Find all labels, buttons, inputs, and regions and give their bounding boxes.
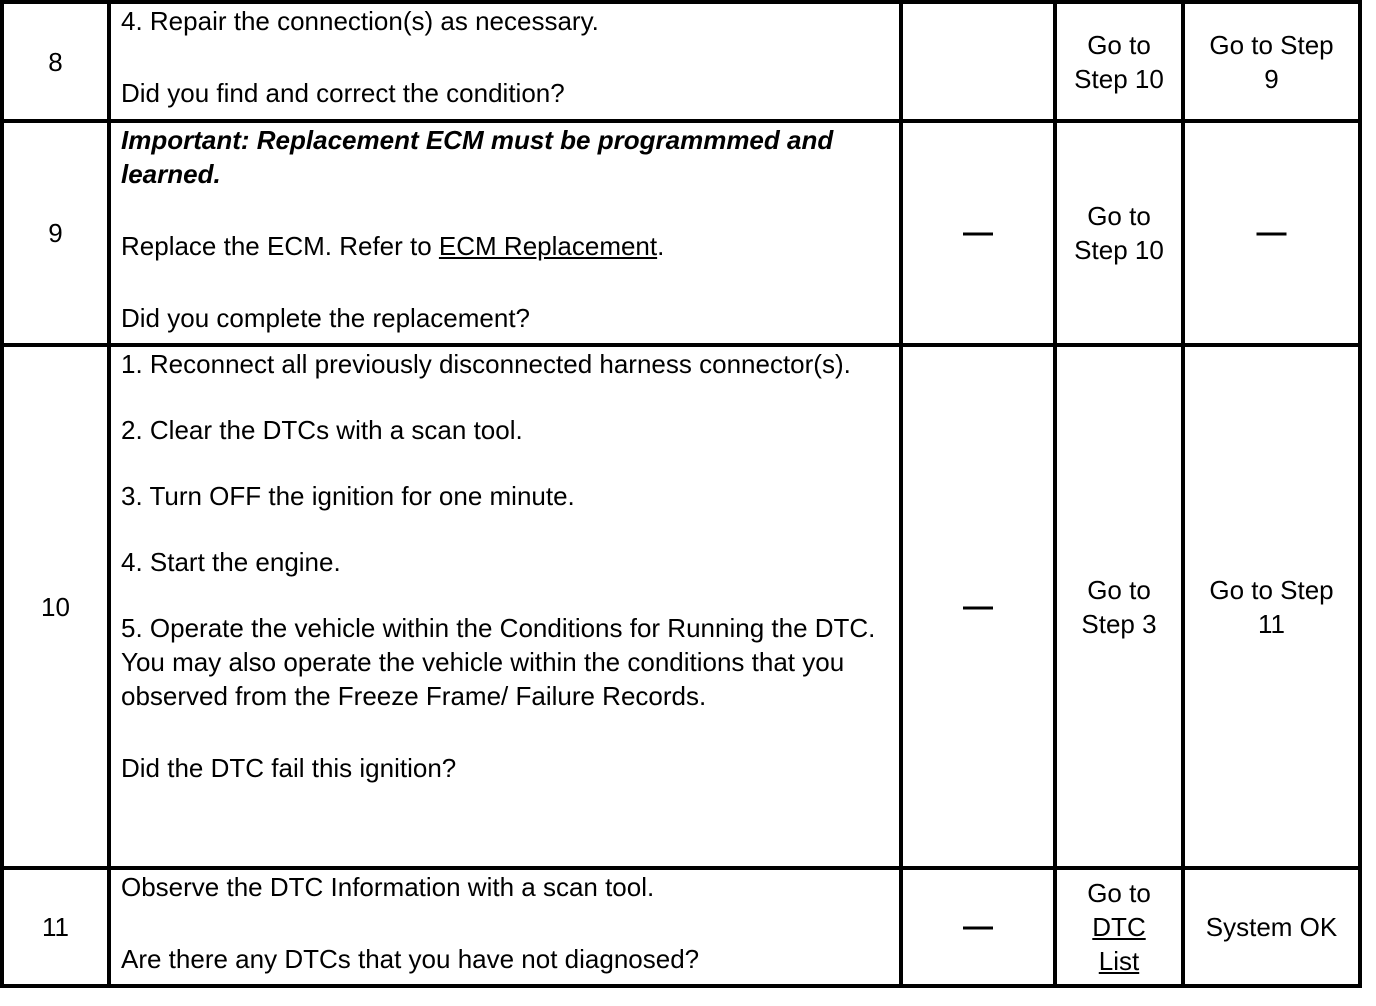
action-question: Are there any DTCs that you have not diagnosed? bbox=[121, 944, 700, 974]
yes-text-line: Step 10 bbox=[1074, 235, 1164, 265]
action-cell bbox=[109, 345, 901, 868]
step-number: 10 bbox=[2, 345, 109, 868]
step-number: 9 bbox=[2, 121, 109, 345]
no-cell bbox=[1183, 2, 1360, 121]
no-cell: System OK bbox=[1183, 868, 1360, 986]
action-cell bbox=[109, 2, 901, 121]
action-text-suffix: . bbox=[657, 231, 665, 261]
yes-cell bbox=[1055, 868, 1183, 986]
yes-cell bbox=[1055, 345, 1183, 868]
value-cell: — bbox=[901, 345, 1055, 868]
action-question: Did you find and correct the condition? bbox=[121, 78, 565, 108]
value-cell bbox=[901, 2, 1055, 121]
table-row bbox=[2, 121, 1360, 345]
action-step-4: 4. Start the engine. bbox=[121, 547, 341, 577]
yes-text-line: Step 10 bbox=[1074, 63, 1164, 94]
no-text-line: 11 bbox=[1258, 608, 1285, 639]
ecm-replacement-link[interactable]: ECM Replacement bbox=[438, 231, 658, 261]
no-cell: — bbox=[1183, 121, 1360, 345]
action-text bbox=[121, 229, 891, 263]
yes-text-line: Go to bbox=[1087, 29, 1151, 60]
no-cell bbox=[1183, 345, 1360, 868]
step-number: 11 bbox=[2, 868, 109, 986]
table-row bbox=[2, 345, 1360, 868]
yes-cell bbox=[1055, 121, 1183, 345]
action-step-3: 3. Turn OFF the ignition for one minute. bbox=[121, 481, 575, 511]
action-cell bbox=[109, 121, 901, 345]
action-text: 4. Repair the connection(s) as necessary. bbox=[121, 6, 599, 36]
step-number: 8 bbox=[2, 2, 109, 121]
no-text-line: Go to Step bbox=[1209, 574, 1334, 605]
action-step-5: 5. Operate the vehicle within the Conditions for Running the DTC. You may also operate the vehicle within the conditions that you observed from the Freeze Frame/ Failure Records. bbox=[121, 613, 876, 711]
table-row bbox=[2, 868, 1360, 986]
no-text-line: 9 bbox=[1264, 63, 1279, 94]
table-row bbox=[2, 2, 1360, 121]
action-question: Did the DTC fail this ignition? bbox=[121, 753, 457, 783]
yes-text-line: Step 3 bbox=[1081, 608, 1157, 639]
important-note: Important: Replacement ECM must be programmmed and learned. bbox=[121, 125, 834, 189]
dtc-list-link[interactable]: DTC bbox=[1092, 912, 1146, 942]
action-text: Observe the DTC Information with a scan tool. bbox=[121, 872, 655, 902]
no-text-line: Go to Step bbox=[1209, 29, 1334, 60]
yes-cell bbox=[1055, 2, 1183, 121]
value-cell: — bbox=[901, 121, 1055, 345]
action-text-prefix: Replace the ECM. Refer to bbox=[121, 231, 439, 261]
yes-text-line: Go to bbox=[1087, 201, 1151, 231]
yes-text-line: Go to bbox=[1087, 878, 1151, 908]
yes-text-line: Go to bbox=[1087, 574, 1151, 605]
action-question: Did you complete the replacement? bbox=[121, 303, 531, 333]
action-step-1: 1. Reconnect all previously disconnected harness connector(s). bbox=[121, 349, 851, 379]
action-cell bbox=[109, 868, 901, 986]
value-cell: — bbox=[901, 868, 1055, 986]
action-step-2: 2. Clear the DTCs with a scan tool. bbox=[121, 415, 523, 445]
dtc-list-link[interactable]: List bbox=[1098, 946, 1140, 976]
